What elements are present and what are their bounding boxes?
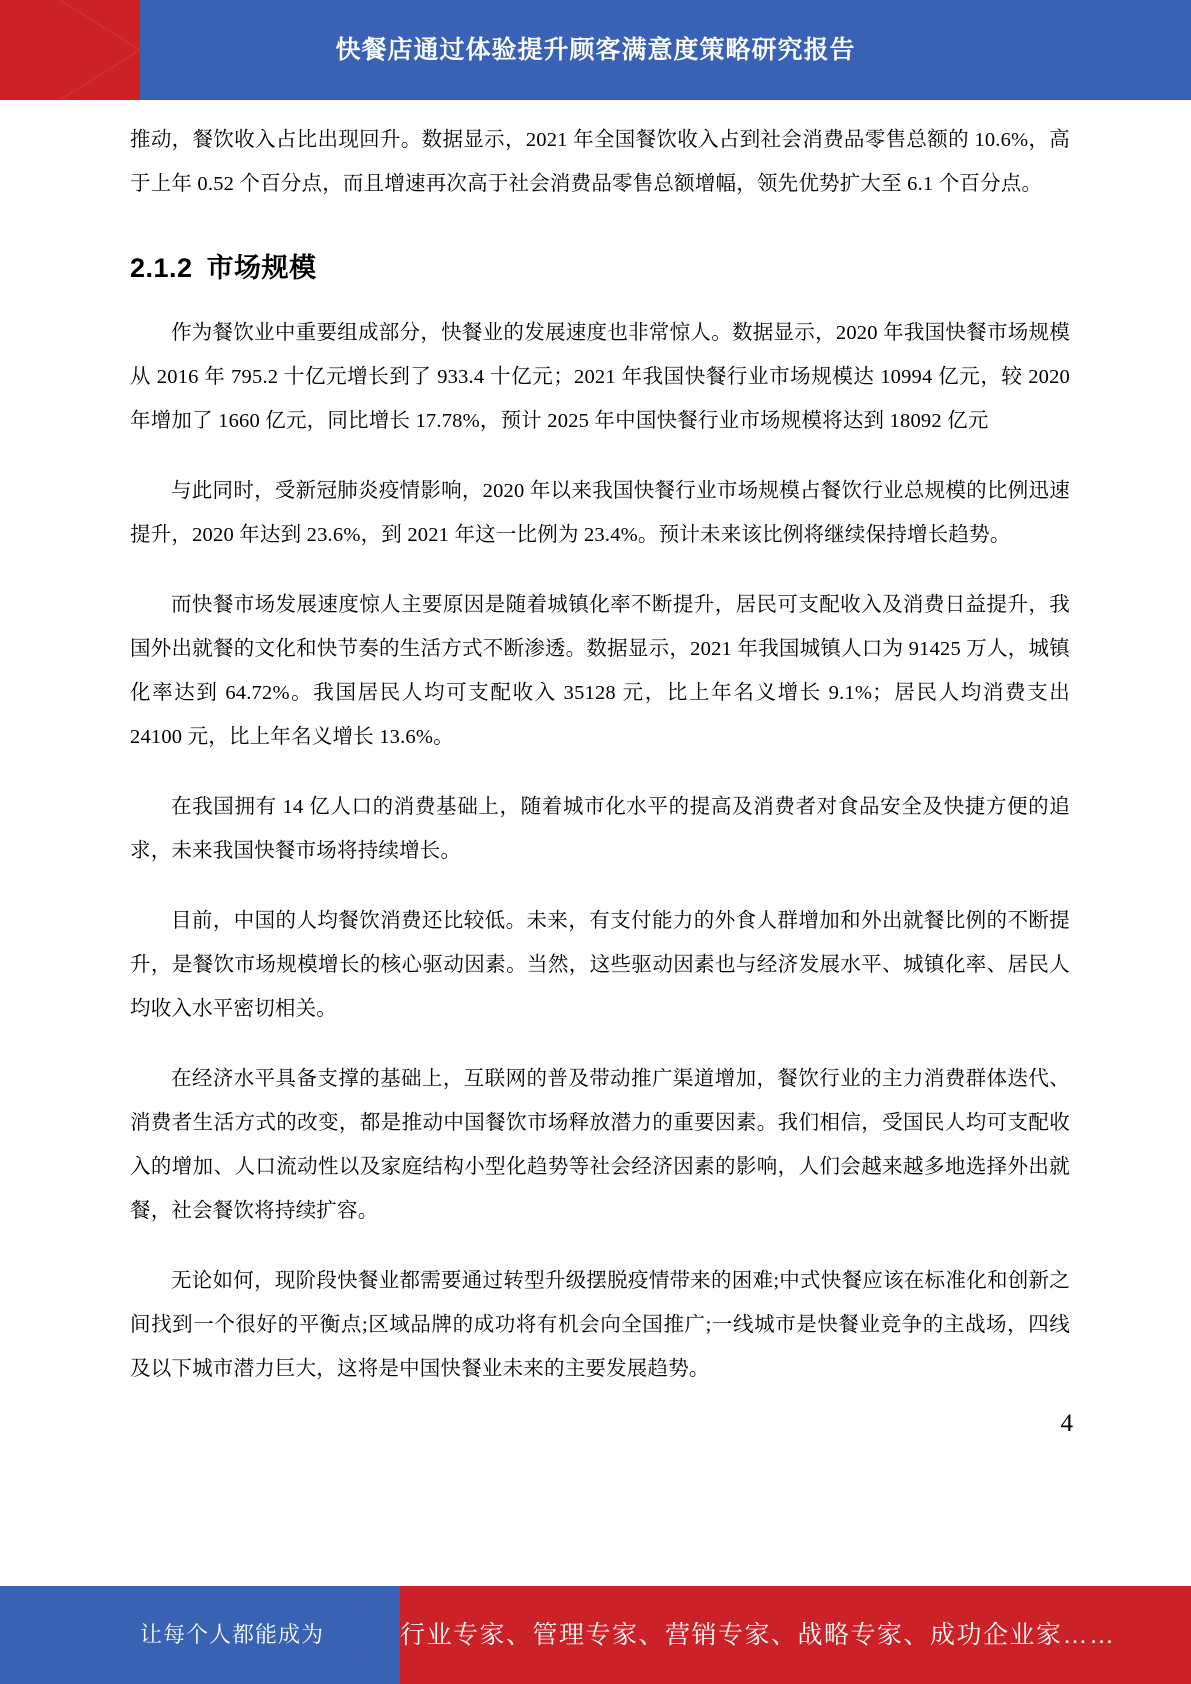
paragraph: 而快餐市场发展速度惊人主要原因是随着城镇化率不断提升，居民可支配收入及消费日益提升，我国外出就餐的文化和快节奏的生活方式不断渗透。数据显示，2021 年我国城镇人口为 91425 万人，城镇化率达到 64.72%。我国居民人均可支配收入 35128 元，比上年名义增长 9.1%；居民人均消费支出 24100 元，比上年名义增长 13.6%。 xyxy=(130,594,1070,748)
section-heading xyxy=(130,246,1070,285)
paragraph-continued: 推动，餐饮收入占比出现回升。数据显示，2021 年全国餐饮收入占到社会消费品零售总额的 10.6%，高于上年 0.52 个百分点，而且增速再次高于社会消费品零售总额增幅，领先优势扩大至 6.1 个百分点。 xyxy=(130,129,1070,195)
document-title: 快餐店通过体验提升顾客满意度策略研究报告 xyxy=(335,36,856,64)
section-number: 2.1.2 xyxy=(130,253,193,283)
page-footer xyxy=(0,1586,1191,1684)
footer-arrow xyxy=(340,1586,400,1684)
paragraph: 无论如何，现阶段快餐业都需要通过转型升级摆脱疫情带来的困难;中式快餐应该在标准化和创新之间找到一个很好的平衡点;区域品牌的成功将有机会向全国推广;一线城市是快餐业竞争的主战场，四线及以下城市潜力巨大，这将是中国快餐业未来的主要发展趋势。 xyxy=(130,1270,1070,1380)
paragraph: 目前，中国的人均餐饮消费还比较低。未来，有支付能力的外食人群增加和外出就餐比例的不断提升，是餐饮市场规模增长的核心驱动因素。当然，这些驱动因素也与经济发展水平、城镇化率、居民人均收入水平密切相关。 xyxy=(130,910,1070,1020)
paragraph: 在我国拥有 14 亿人口的消费基础上，随着城市化水平的提高及消费者对食品安全及快捷方便的追求，未来我国快餐市场将持续增长。 xyxy=(130,796,1070,862)
page-number: 4 xyxy=(1060,1410,1073,1437)
document-body xyxy=(130,118,1070,1399)
footer-slogan-right: 行业专家、管理专家、营销专家、战略专家、成功企业家…… xyxy=(400,1621,1116,1649)
paragraph: 与此同时，受新冠肺炎疫情影响，2020 年以来我国快餐行业市场规模占餐饮行业总规模的比例迅速提升，2020 年达到 23.6%，到 2021 年这一比例为 23.4%。预计未来该比例将继续保持增长趋势。 xyxy=(130,480,1070,546)
paragraph: 在经济水平具备支撑的基础上，互联网的普及带动推广渠道增加，餐饮行业的主力消费群体迭代、消费者生活方式的改变，都是推动中国餐饮市场释放潜力的重要因素。我们相信，受国民人均可支配收入的增加、人口流动性以及家庭结构小型化趋势等社会经济因素的影响，人们会越来越多地选择外出就餐，社会餐饮将持续扩容。 xyxy=(130,1068,1070,1222)
section-title: 市场规模 xyxy=(206,253,317,283)
paragraph: 作为餐饮业中重要组成部分，快餐业的发展速度也非常惊人。数据显示，2020 年我国快餐市场规模从 2016 年 795.2 十亿元增长到了 933.4 十亿元；2021 年我国快餐行业市场规模达 10994 亿元，较 2020 年增加了 1660 亿元，同比增长 17.78%，预计 2025 年中国快餐行业市场规模将达到 18092 亿元 xyxy=(130,322,1070,432)
page-header xyxy=(0,0,1191,100)
footer-slogan-left: 让每个人都能成为 xyxy=(140,1622,325,1647)
